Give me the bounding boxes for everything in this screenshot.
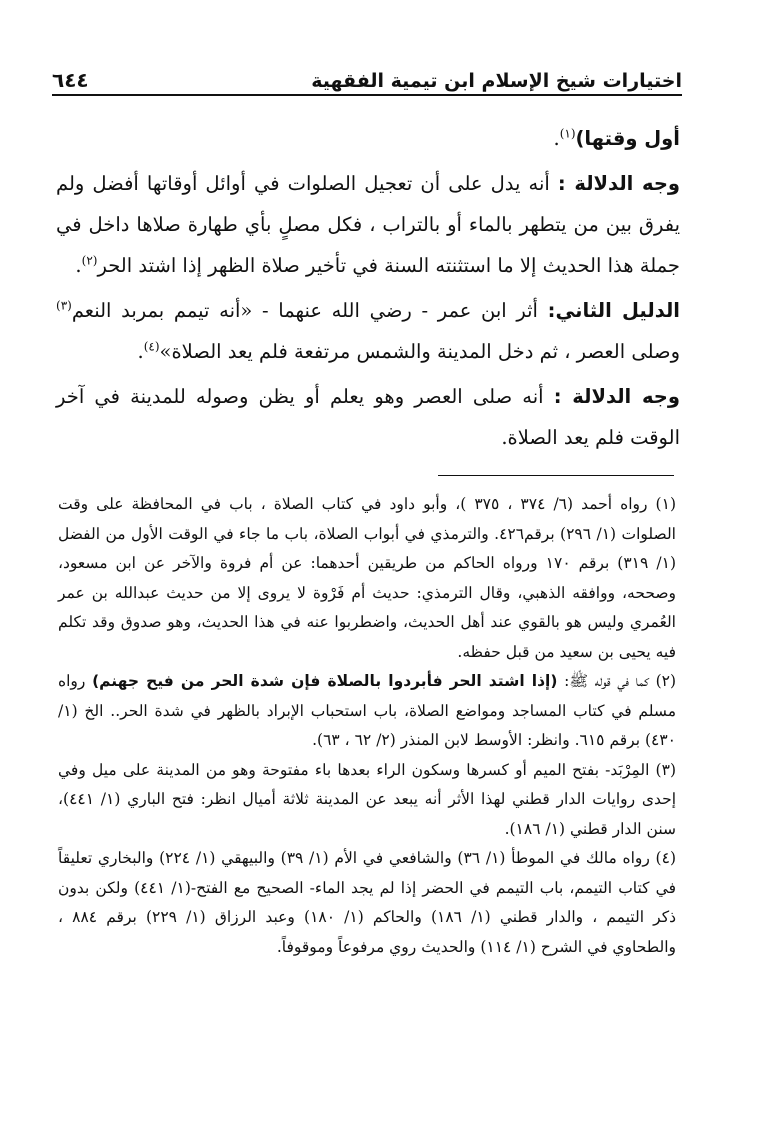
running-title: اختيارات شيخ الإسلام ابن تيمية الفقهية [311,70,682,92]
paragraph-2 [56,163,680,286]
footnote-4: (٤) رواه مالك في الموطأ (١/ ٣٦) والشافعي في الأم (١/ ٣٩) والبيهقي (١/ ٢٢٤) والبخاري تعليقاً في كتاب التيمم، باب التيمم في الحضر إذا لم يجد الماء- الصحيح مع الفتح-(١/ ٤٤١) ولكن بدون ذكر التيمم ، والدار قطني (١/ ١٨٦) والحاكم (١/ ١٨٠) وعبد الرزاق (١/ ٢٢٩) برقم ٨٨٤ ، والطحاوي في الشرح (١/ ١١٤) والحديث روي مرفوعاً وموقوفاً. [58,849,677,956]
paragraph-4-lead: وجه الدلالة : [553,385,680,408]
paragraph-4-text: أنه صلى العصر وهو يعلم أو يظن وصوله للمدينة في آخر الوقت فلم يعد الصلاة. [56,385,680,449]
paragraph-2-text: أنه يدل على أن تعجيل الصلوات في أوائل أوقاتها أفضل ولم يفرق بين من يتطهر بالماء أو بالتراب ، فكل مصلٍ بأي طهارة صلاها داخل في جملة هذا الحديث إلا ما استثنته السنة في تأخير صلاة الظهر إذا اشتد الحر [56,172,680,277]
paragraph-3-text-b: وصلى العصر ، ثم دخل المدينة والشمس مرتفعة فلم يعد الصلاة» [159,340,680,363]
paragraph-3-tail: . [137,340,144,363]
paragraph-3-text-a: أثر ابن عمر - رضي الله عنهما - «أنه تيمم بمربد النعم [71,299,548,322]
page-number: ٦٤٤ [52,68,89,92]
footnote-2-rest: رواه مسلم في كتاب المساجد ومواضع الصلاة، باب استحباب الإبراد بالظهر في شدة الحر.. الخ (١/ ٤٣٠) برقم ٦١٥. وانظر: الأوسط لابن المنذر (٢/ ٦٢ ، ٦٣). [58,672,676,749]
footnote-2-quote: (إذا اشتد الحر فأبردوا بالصلاة فإن شدة الحر من فيح جهنم) [92,672,558,690]
main-text [56,118,680,462]
footnotes [58,490,676,962]
paragraph-1 [56,118,680,159]
footnote-ref-2: (٢) [81,253,98,268]
footnote-1: (١) رواه أحمد (٦/ ٣٧٤ ، ٣٧٥ )، وأبو داود في كتاب الصلاة ، باب في المحافظة على وقت الصلوات (١/ ٢٩٦) برقم٤٢٦. والترمذي في أبواب الصلاة، باب ما جاء في الوقت الأول من الفضل (١/ ٣١٩) برقم ١٧٠ ورواه الحاكم من طريقين أحدهما: عن أم فروة والآخر عن ابن مسعود، وصححه، ووافقه الذهبي، وقال الترمذي: حديث أم فَرْوة لا يروى إلا من حديث عبدالله بن عمر العُمري وليس هو بالقوي عند أهل الحديث، واضطربوا عنه في هذا الحديث، وهو صدوق وقد تكلم فيه يحيى بن سعيد من قبل حفظه. [58,495,676,661]
paragraph-4 [56,376,680,458]
footnote-ref-1: (١) [559,126,576,141]
paragraph-2-lead: وجه الدلالة : [557,172,680,195]
footnote-ref-4: (٤) [143,339,160,354]
footnote-ref-3: (٣) [56,298,72,313]
footnote-2 [58,667,676,756]
paragraph-3-lead: الدليل الثاني: [547,299,680,322]
quote-end: أول وقتها) [575,127,680,150]
page-header [52,58,682,92]
footnote-3: (٣) المِرْبَد- بفتح الميم أو كسرها وسكون الراء بعدها باء مفتوحة وهو من المدينة على ميل وفي إحدى روايات الدار قطني لهذا الأثر أنه يبعد عن المدينة ثلاثة أميال انظر: فتح الباري (١/ ٤٤١)، سنن الدار قطني (١/ ١٨٦). [58,760,676,838]
footnote-separator [438,475,674,476]
paragraph-1-tail: . [553,127,560,150]
footnote-2-start: (٢) كما في قوله ﷺ: [557,672,677,690]
header-rule [52,94,682,96]
paragraph-3 [56,290,680,372]
paragraph-2-tail: . [75,254,82,277]
